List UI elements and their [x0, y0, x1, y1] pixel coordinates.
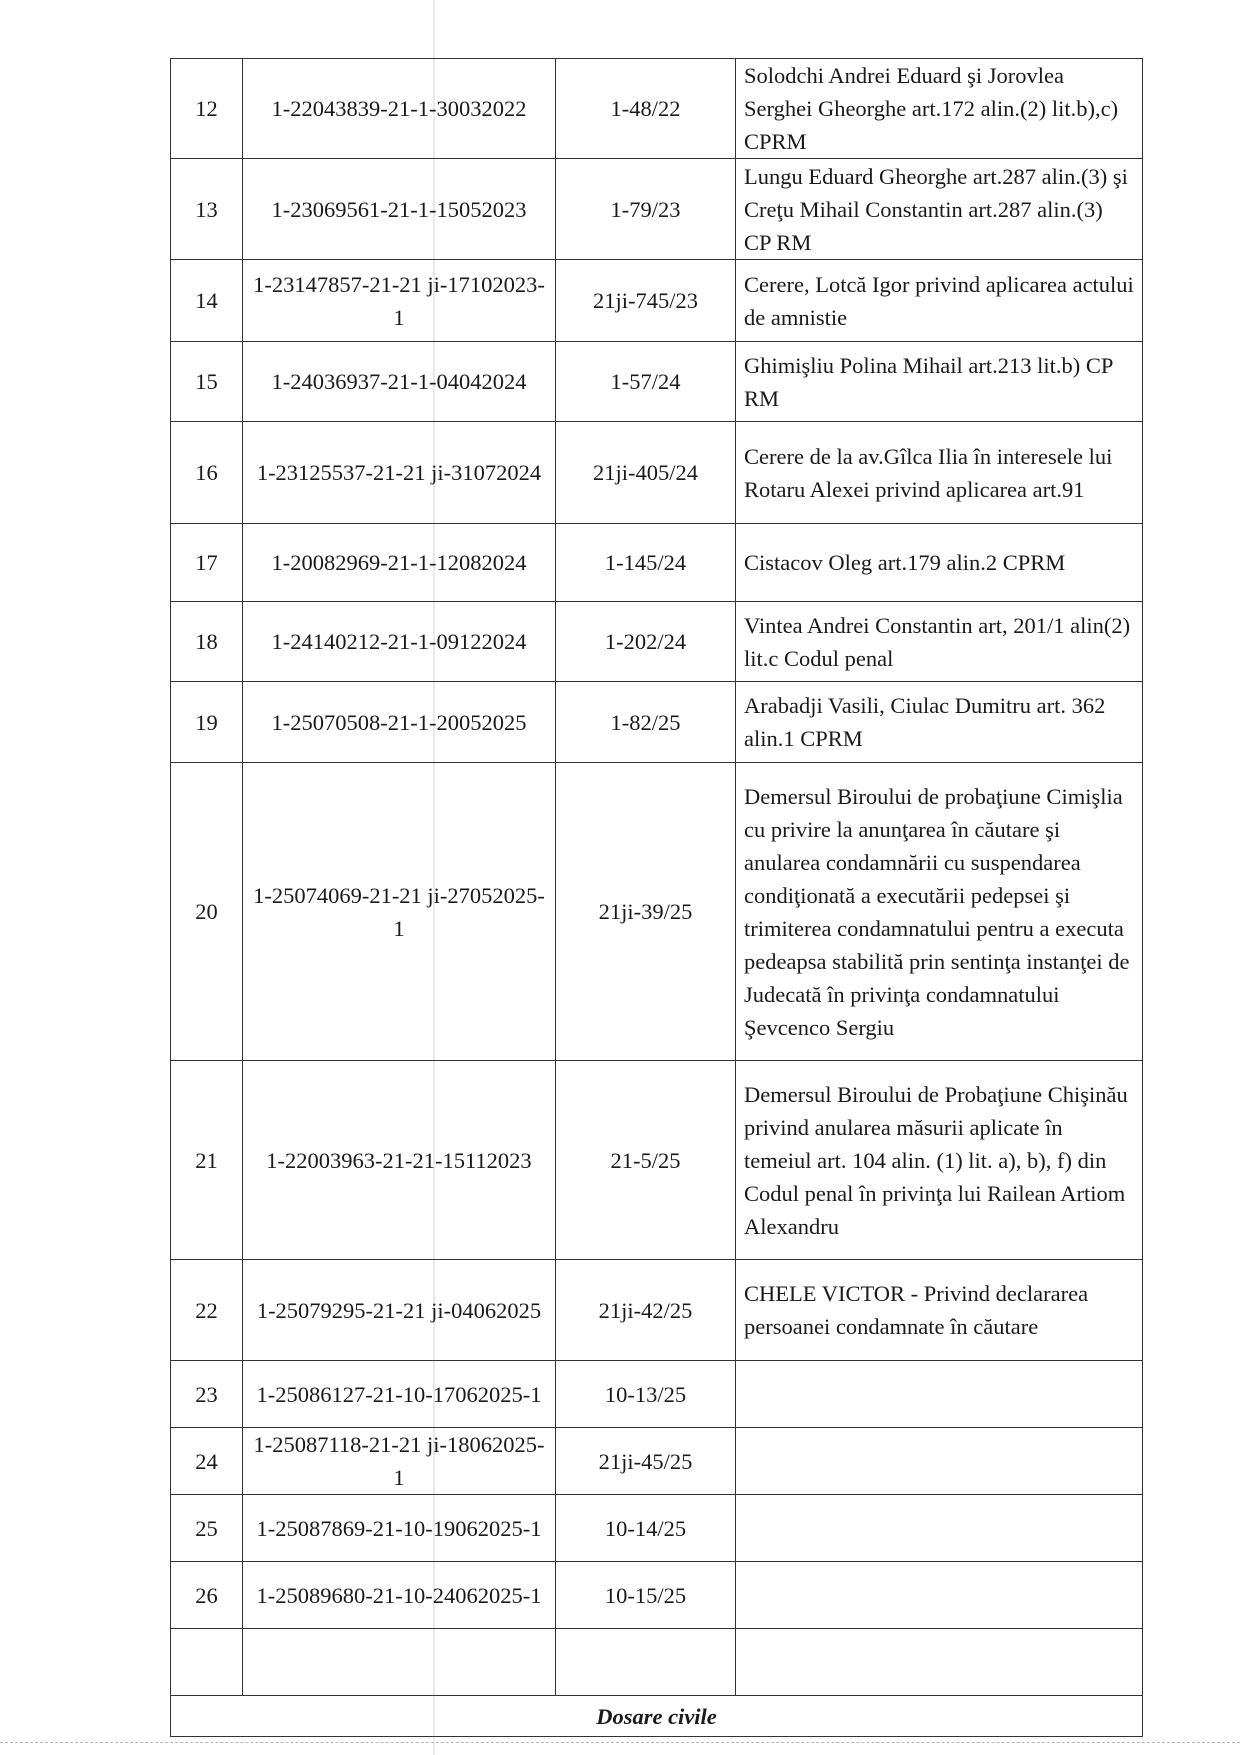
table-row: [171, 524, 1143, 602]
table-row: [171, 159, 1143, 260]
table-row: [171, 422, 1143, 524]
row-number: 13: [171, 159, 243, 260]
row-number: 24: [171, 1428, 243, 1495]
case-description: [736, 1428, 1143, 1495]
case-description: [736, 1361, 1143, 1428]
case-description: Solodchi Andrei Eduard şi Jorovlea Serghei Gheorghe art.172 alin.(2) lit.b),c) CPRM: [736, 59, 1143, 159]
case-description: [736, 1495, 1143, 1562]
unique-case-number: 1-25070508-21-1-20052025: [243, 682, 556, 763]
section-row-civil-cases: [171, 1696, 1143, 1737]
case-file-number: 1-79/23: [556, 159, 736, 260]
unique-case-number: 1-22043839-21-1-30032022: [243, 59, 556, 159]
case-file-number: 1-145/24: [556, 524, 736, 602]
unique-case-number: 1-25074069-21-21 ji-27052025-1: [243, 763, 556, 1061]
case-description: Demersul Biroului de Probaţiune Chişinău privind anularea măsurii aplicate în temeiul art. 104 alin. (1) lit. a), b), f) din Codul penal în privinţa lui Railean Artiom Alexandru: [736, 1061, 1143, 1260]
case-file-number: [556, 1629, 736, 1696]
case-description: Cerere, Lotcă Igor privind aplicarea actului de amnistie: [736, 260, 1143, 342]
case-file-number: 10-13/25: [556, 1361, 736, 1428]
row-number: 14: [171, 260, 243, 342]
case-file-number: 10-15/25: [556, 1562, 736, 1629]
case-description: [736, 1629, 1143, 1696]
table-row: [171, 1260, 1143, 1361]
unique-case-number: 1-23125537-21-21 ji-31072024: [243, 422, 556, 524]
case-file-number: 21ji-745/23: [556, 260, 736, 342]
section-heading-civil-cases: Dosare civile: [171, 1696, 1143, 1737]
row-number: 25: [171, 1495, 243, 1562]
case-description: Arabadji Vasili, Ciulac Dumitru art. 362 alin.1 CPRM: [736, 682, 1143, 763]
row-number: 21: [171, 1061, 243, 1260]
case-file-number: 21ji-39/25: [556, 763, 736, 1061]
case-file-number: 10-14/25: [556, 1495, 736, 1562]
table-row: [171, 763, 1143, 1061]
unique-case-number: 1-25089680-21-10-24062025-1: [243, 1562, 556, 1629]
unique-case-number: 1-23069561-21-1-15052023: [243, 159, 556, 260]
row-number: 17: [171, 524, 243, 602]
unique-case-number: 1-20082969-21-1-12082024: [243, 524, 556, 602]
case-description: Cistacov Oleg art.179 alin.2 CPRM: [736, 524, 1143, 602]
unique-case-number: 1-24036937-21-1-04042024: [243, 342, 556, 422]
table-row: [171, 1061, 1143, 1260]
row-number: 18: [171, 602, 243, 682]
case-description: Vintea Andrei Constantin art, 201/1 alin(2) lit.c Codul penal: [736, 602, 1143, 682]
row-number: [171, 1629, 243, 1696]
table-row: [171, 1428, 1143, 1495]
row-number: 12: [171, 59, 243, 159]
row-number: 16: [171, 422, 243, 524]
unique-case-number: 1-24140212-21-1-09122024: [243, 602, 556, 682]
unique-case-number: 1-25087118-21-21 ji-18062025-1: [243, 1428, 556, 1495]
table-row: [171, 1361, 1143, 1428]
row-number: 23: [171, 1361, 243, 1428]
case-file-number: 1-202/24: [556, 602, 736, 682]
case-file-number: 21ji-45/25: [556, 1428, 736, 1495]
case-file-number: 1-82/25: [556, 682, 736, 763]
case-file-number: 21ji-42/25: [556, 1260, 736, 1361]
row-number: 20: [171, 763, 243, 1061]
case-description: [736, 1562, 1143, 1629]
unique-case-number: 1-25079295-21-21 ji-04062025: [243, 1260, 556, 1361]
case-description: Demersul Biroului de probaţiune Cimişlia cu privire la anunţarea în căutare şi anularea condamnării cu suspendarea condiţionată a executării pedepsei şi trimiterea condamnatului pentru a executa pedeapsa stabilită prin sentinţa instanţei de Judecată în privinţa condamnatului Şevcenco Sergiu: [736, 763, 1143, 1061]
table-row: [171, 260, 1143, 342]
unique-case-number: 1-25086127-21-10-17062025-1: [243, 1361, 556, 1428]
unique-case-number: 1-23147857-21-21 ji-17102023-1: [243, 260, 556, 342]
case-description: CHELE VICTOR - Privind declararea persoanei condamnate în căutare: [736, 1260, 1143, 1361]
table-row: [171, 59, 1143, 159]
unique-case-number: [243, 1629, 556, 1696]
row-number: 22: [171, 1260, 243, 1361]
table-row: [171, 682, 1143, 763]
case-description: Ghimişliu Polina Mihail art.213 lit.b) CP RM: [736, 342, 1143, 422]
unique-case-number: 1-22003963-21-21-15112023: [243, 1061, 556, 1260]
row-number: 15: [171, 342, 243, 422]
table-row: [171, 342, 1143, 422]
table-row: [171, 1629, 1143, 1696]
case-registry-table: [170, 58, 1143, 1737]
case-file-number: 21ji-405/24: [556, 422, 736, 524]
unique-case-number: 1-25087869-21-10-19062025-1: [243, 1495, 556, 1562]
case-file-number: 1-48/22: [556, 59, 736, 159]
case-file-number: 1-57/24: [556, 342, 736, 422]
case-file-number: 21-5/25: [556, 1061, 736, 1260]
case-description: Lungu Eduard Gheorghe art.287 alin.(3) şi Creţu Mihail Constantin art.287 alin.(3) CP RM: [736, 159, 1143, 260]
row-number: 19: [171, 682, 243, 763]
page-bottom-edge: [0, 1742, 1240, 1744]
table-row: [171, 1495, 1143, 1562]
table-row: [171, 1562, 1143, 1629]
table-row: [171, 602, 1143, 682]
row-number: 26: [171, 1562, 243, 1629]
case-description: Cerere de la av.Gîlca Ilia în interesele lui Rotaru Alexei privind aplicarea art.91: [736, 422, 1143, 524]
